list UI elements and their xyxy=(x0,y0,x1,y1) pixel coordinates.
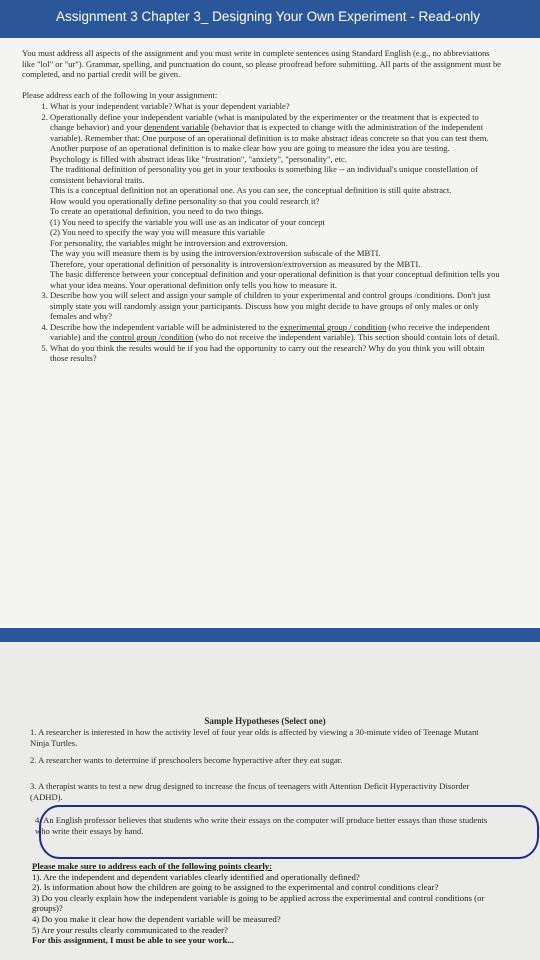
sample-hypotheses-heading: Sample Hypotheses (Select one) xyxy=(204,716,326,726)
checklist-final-note: For this assignment, I must be able to see your work... xyxy=(32,935,235,946)
question-4-text-b: (who receive the independent variable) and the xyxy=(50,321,490,342)
page-divider xyxy=(0,628,540,642)
question-1-text: What is your independent variable? What is your dependent variable? xyxy=(50,101,290,111)
checklist-item-3: 3) Do you clearly explain how the independent variable is going to be applied across the experimental and control conditions (or groups)? xyxy=(32,892,485,914)
question-2-line-j: The way you will measure them is by using the introversion/extroversion subscale of the MBTI. xyxy=(50,248,381,258)
hypothesis-2: 2. A researcher wants to determine if preschoolers become hyperactive after they eat sugar. xyxy=(30,755,343,765)
question-5 xyxy=(50,343,502,364)
question-4 xyxy=(50,322,502,343)
checklist-heading: Please make sure to address each of the following points clearly: xyxy=(32,861,273,871)
question-list xyxy=(22,101,502,364)
question-2-line-c: The traditional definition of personality you get in your textbooks is something like -- an individual's unique constellation of consistent behavioral traits. xyxy=(50,164,478,185)
question-2-line-k: Therefore, your operational definition of personality is introversion/extroversion as measured by the MBTI. xyxy=(50,258,421,269)
question-1 xyxy=(50,101,502,112)
question-2-line-e: How would you operationally define personality so that you could research it? xyxy=(50,195,320,206)
question-4-text-c: (who do not receive the independent variable). This section should contain lots of detail. xyxy=(193,332,500,342)
checklist xyxy=(32,861,502,946)
control-group-underlined: control group /condition xyxy=(109,332,194,342)
title-bar xyxy=(0,0,540,38)
question-2-line-i: For personality, the variables might be introversion and extroversion. xyxy=(50,237,288,248)
selection-circle-annotation xyxy=(39,805,539,859)
question-2-line-l: The basic difference between your conceptual definition and your operational definition is that your conceptual definition tells you what your idea means. Your operational definition only tells you how to measure it. xyxy=(50,269,500,290)
hypothesis-4: 4. An English professor believes that students who write their essays on the computer will produce better essays than those students who write their essays by hand. xyxy=(35,815,488,836)
document-page-1[interactable] xyxy=(0,38,540,628)
document-page-2[interactable] xyxy=(0,642,540,960)
checklist-item-4: 4) Do you make it clear how the dependent variable will be measured? xyxy=(32,913,281,924)
question-3-text: Describe how you will select and assign your sample of children to your experimental and control groups /conditions. Don't just simply state you will randomly assign your participants. Discuss how you might decide to have groups of only males or only females and why? xyxy=(50,290,491,321)
question-2-line-g: (1) You need to specify the variable you will use as an indicator of your concept xyxy=(50,216,325,227)
question-2-text-a2: (behavior that is expected to change with the administration of the independent variable). Remember that: One purpose of an operational definition is to make abstract ideas concrete so that you can test them. Another purpose of an operational definition is to make clear how you are going to measure the idea you are testing. xyxy=(50,122,489,153)
dependent-variable-underlined: dependent variable xyxy=(144,122,210,132)
hypothesis-3: 3. A therapist wants to test a new drug designed to increase the focus of teenagers with Attention Deficit Hyperactivity Disorder (ADHD). xyxy=(30,781,470,802)
question-2 xyxy=(50,112,502,291)
checklist-item-5: 5) Are your results clearly communicated to the reader? xyxy=(32,924,228,935)
experimental-group-underlined: experimental group / condition xyxy=(280,321,387,332)
question-2-line-d: This is a conceptual definition not an operational one. As you can see, the conceptual definition is still quite abstract. xyxy=(50,185,452,195)
hypothesis-1: 1. A researcher is interested in how the activity level of four year olds is affected by viewing a 30-minute video of Teenage Mutant Ninja Turtles. xyxy=(30,727,479,748)
question-4-text-a: Describe how the independent variable will be administered to the xyxy=(50,321,281,332)
checklist-item-1: 1). Are the independent and dependent variables clearly identified and operationally defined? xyxy=(32,871,360,882)
question-3 xyxy=(50,290,502,322)
window-title: Assignment 3 Chapter 3_ Designing Your Own Experiment - Read-only xyxy=(56,9,480,24)
question-2-line-f: To create an operational definition, you need to do two things. xyxy=(50,206,264,216)
question-5-text: What do you think the results would be if you had the opportunity to carry out the research? Why do you think you will obtain those results? xyxy=(50,342,485,363)
checklist-item-2: 2). Is information about how the children are going to be assigned to the experimental and control conditions clear? xyxy=(32,882,439,893)
question-2-text-a: Operationally define your independent variable (what is manipulated by the experimenter or the treatment that is expected to change behavior) and your xyxy=(50,111,479,132)
intro-paragraph: You must address all aspects of the assignment and you must write in complete sentences using Standard English (e.g., no abbreviations like "lol" or "ur"). Grammar, spelling, and punctuation do count, so please proofread before submitting. All parts of the assignment must be completed, and no partial credit will be given. xyxy=(22,48,502,79)
question-2-line-h: (2) You need to specify the way you will measure this variable xyxy=(50,227,265,237)
instructions-lead: Please address each of the following in your assignment: xyxy=(22,89,218,100)
question-2-line-b: Psychology is filled with abstract ideas like "frustration", "anxiety", "personality", etc. xyxy=(50,153,347,164)
